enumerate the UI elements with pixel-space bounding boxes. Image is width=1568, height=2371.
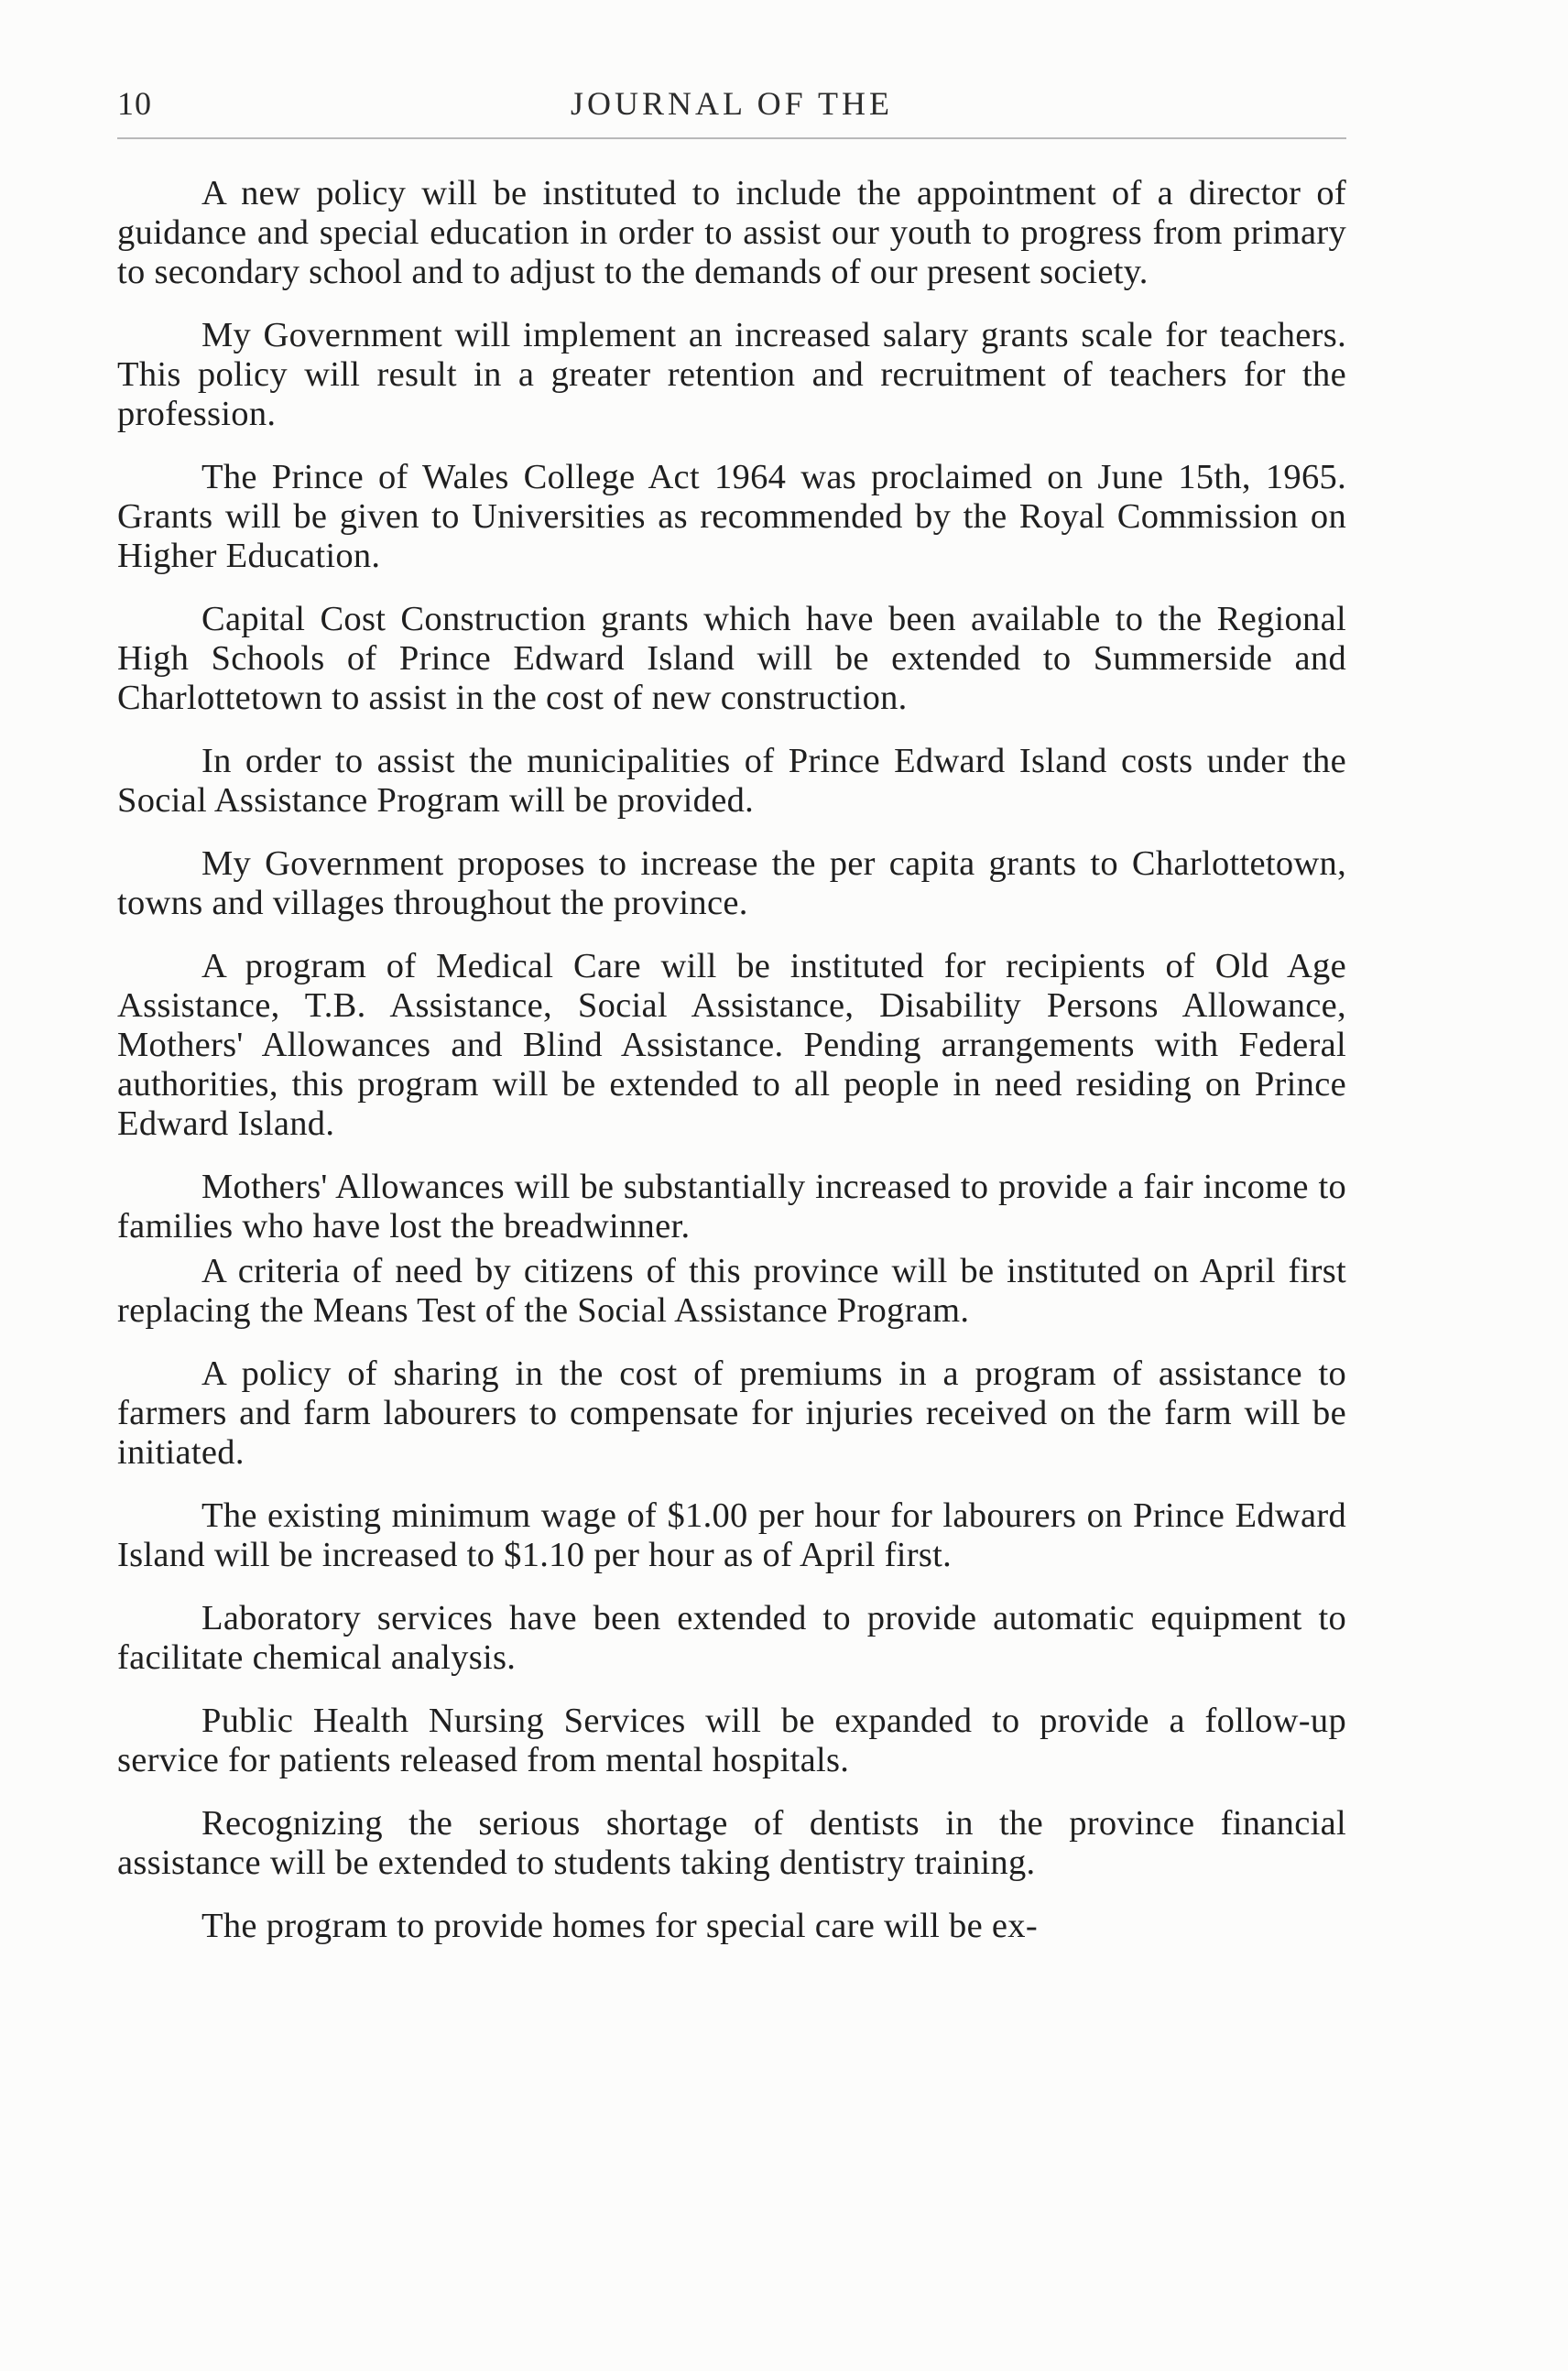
- paragraph-farm-premiums: A policy of sharing in the cost of premiums in a program of assistance to farmers and farm labourers to compensate for injuries received on the farm will be initiated.: [117, 1354, 1346, 1472]
- journal-title: JOURNAL OF THE: [570, 85, 893, 122]
- body-text: [117, 174, 1346, 1970]
- running-header: [117, 81, 1346, 139]
- page-number: 10: [117, 85, 152, 122]
- paragraph-municipal-assistance: In order to assist the municipalities of Prince Edward Island costs under the Social Assistance Program will be provided.: [117, 742, 1346, 820]
- paragraph-college-act: The Prince of Wales College Act 1964 was proclaimed on June 15th, 1965. Grants will be given to Universities as recommended by the Royal Commission on Higher Education.: [117, 458, 1346, 575]
- paragraph-minimum-wage: The existing minimum wage of $1.00 per hour for labourers on Prince Edward Island will be increased to $1.10 per hour as of April first.: [117, 1496, 1346, 1574]
- paragraph-criteria-of-need: A criteria of need by citizens of this province will be instituted on April first replacing the Means Test of the Social Assistance Program.: [117, 1252, 1346, 1330]
- paragraph-per-capita-grants: My Government proposes to increase the per capita grants to Charlottetown, towns and villages throughout the province.: [117, 844, 1346, 922]
- paragraph-public-health-nursing: Public Health Nursing Services will be expanded to provide a follow-up service for patients released from mental hospitals.: [117, 1702, 1346, 1779]
- paragraph-teacher-salary: My Government will implement an increased salary grants scale for teachers. This policy will result in a greater retention and recruitment of teachers for the profession.: [117, 316, 1346, 433]
- paragraph-mothers-allowances: Mothers' Allowances will be substantially increased to provide a fair income to families who have lost the breadwinner.: [117, 1168, 1346, 1245]
- paragraph-special-care-homes: The program to provide homes for special care will be ex-: [201, 1907, 1038, 1945]
- paragraph-dentistry-assistance: Recognizing the serious shortage of dentists in the province financial assistance will be extended to students taking dentistry training.: [117, 1804, 1346, 1882]
- paragraph-guidance-director: A new policy will be instituted to include the appointment of a director of guidance and special education in order to assist our youth to progress from primary to secondary school and to adjust to the demands of our present society.: [117, 174, 1346, 291]
- paragraph-medical-care: A program of Medical Care will be instituted for recipients of Old Age Assistance, T.B. Assistance, Social Assistance, Disability Persons Allowance, Mothers' Allowances and Blind Assistance. Pending arrangements with Federal authorities, this program will be extended to all people in need residing on Prince Edward Island.: [117, 947, 1346, 1143]
- paragraph-construction-grants: Capital Cost Construction grants which have been available to the Regional High Schools of Prince Edward Island will be extended to Summerside and Charlottetown to assist in the cost of new construction.: [117, 600, 1346, 717]
- paragraph-laboratory-services: Laboratory services have been extended to provide automatic equipment to facilitate chemical analysis.: [117, 1599, 1346, 1677]
